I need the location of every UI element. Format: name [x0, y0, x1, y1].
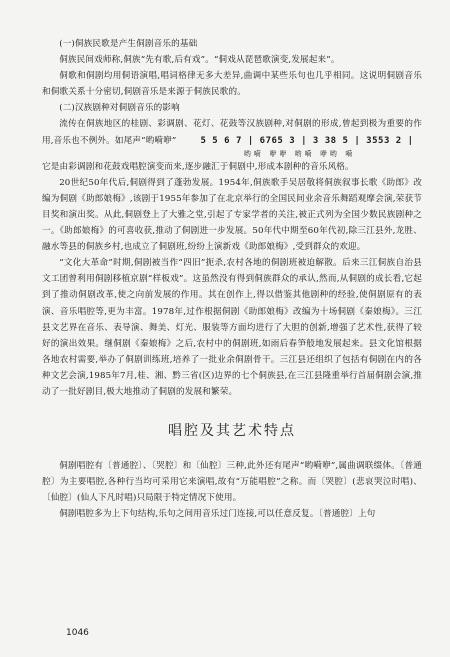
page-content — [42, 36, 422, 522]
paragraph: 侗剧唱腔多为上下句结构,乐句之间用音乐过门连接,可以任意反复。〔普通腔〕上句 — [59, 509, 376, 520]
paragraph: 侗剧唱腔有〔普通腔〕、〔哭腔〕和〔仙腔〕三种,此外还有尾声“哟嗬咿”,属曲调联缀体。〔普通腔〕为主要唱腔,各种行当均可采用它来演唱,故有“万能唱腔”之称。而〔哭腔〕(悲哀哭泣时唱)、〔仙腔〕(仙人下凡时唱)只局限于特定情况下使用。 — [42, 461, 422, 504]
section-heading-han-influence: (二)汉族剧种对侗剧音乐的影响 — [59, 103, 180, 114]
notation-lyrics: 哟嗬 咿咿 哟嗬 咿哟 嗬 — [244, 149, 356, 158]
paragraph-text: 流传在侗族地区的桂剧、彩调剧、花灯、花鼓等汉族剧种,对侗剧的形成,曾起到极为重要的作用,音乐也不例外。如尾声“哟嗬咿” — [42, 119, 422, 146]
section-heading-folk-songs: (一)侗族民歌是产生侗剧音乐的基础 — [59, 39, 198, 49]
paragraph: 它是由彩调剧和花鼓戏唱腔演变而来,逐步融汇于侗剧中,形成本剧种的音乐风格。 — [42, 161, 354, 172]
paragraph: 侗族民间戏师称,侗族“先有歌,后有戏”。“侗戏从琵琶歌演变,发展起来”。 — [59, 55, 340, 66]
section-title: 唱腔及其艺术特点 — [168, 423, 296, 440]
paragraph: 侗歌和侗剧均用侗语演唱,唱词格律无多大差异,曲调中某些乐句也几乎相同。这说明侗剧音乐和侗歌关系十分密切,侗剧音乐是来源于侗族民歌的。 — [42, 71, 422, 98]
music-notation: 5 5 6 7 | 6765 3 | 3 38 5 | 3553 2 | — [200, 135, 414, 146]
paragraph — [42, 116, 422, 148]
paragraph: “文化大革命”时期,侗剧被当作“四旧”扼杀,农村各地的侗剧班被迫解散。后来三江侗族自治县文工团曾利用侗剧移植京剧“样板戏”。这虽然没有得到侗族群众的承认,然而,从侗剧的成长看,它起到了推动侗剧改革,使之向前发展的作用。其在创作上,得以借鉴其他剧种的经验,使侗剧原有的表演、音乐唱腔等,更为丰富。1978年,过作根据侗剧《助郎娘梅》改编为十场侗剧《秦娘梅》。三江县文艺界在音乐、表导演、舞美、灯光、服装等方面均进行了大胆的创新,增强了艺术性,获得了较好的演出效果。继侗剧《秦娘梅》之后,农村中的侗剧班,如雨后春笋般地发展起来。县文化馆根据各地农村需要,举办了侗剧训练班,培养了一批业余侗剧骨干。三江县还组织了包括有侗剧在内的各种文艺会演,1985年7月,桂、湘、黔三省(区)边界的七个侗族县,在三江县隆重举行首届侗剧会演,推动了一批好剧目,极大地推动了侗剧的发展和繁荣。 — [42, 258, 422, 397]
page-number: 1046 — [66, 628, 89, 638]
paragraph: 20世纪50年代后,侗剧得到了蓬勃发展。1954年,侗族歌手吴居敬将侗族叙事长歌《助郎》改编为侗剧《助郎娘梅》,该剧于1955年参加了在北京举行的全国民间业余音乐舞蹈观摩会演,荣获节目奖和演出奖。从此,侗剧登上了大雅之堂,引起了专家学者的关注,被正式列为全国少数民族剧种之一。《助郎娘梅》的可喜收获,推动了侗剧进一步发展。50年代中期至60年代初,除三江县外,龙胜、融水等县的侗族乡村,也成立了侗剧班,纷纷上演新戏《助郎娘梅》,受到群众的欢迎。 — [42, 177, 422, 253]
